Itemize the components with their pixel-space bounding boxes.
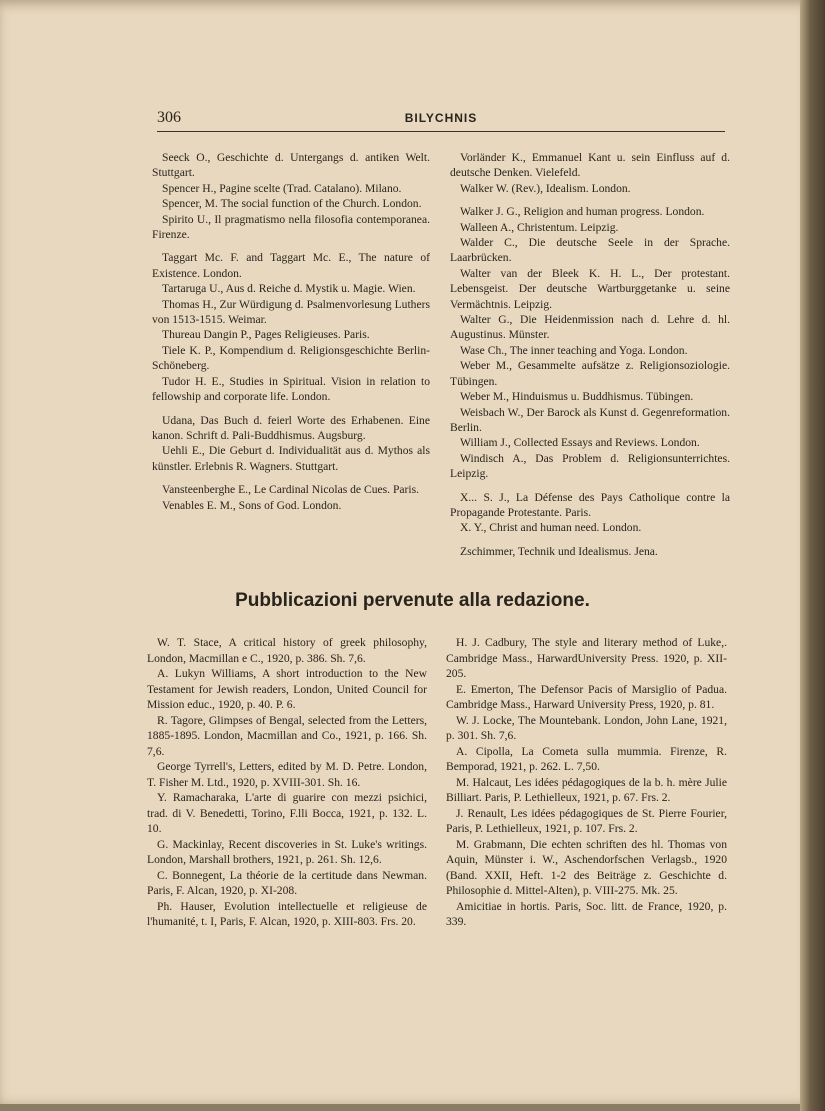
entry-gap [152, 405, 430, 413]
publication-entry: W. J. Locke, The Mountebank. London, John Lane, 1921, p. 301. Sh. 7,6. [446, 713, 727, 742]
entry-gap [152, 242, 430, 250]
page-header [157, 111, 725, 132]
bibliography-entry: Walker J. G., Religion and human progress. London. [460, 205, 705, 219]
bibliography-entry: Tudor H. E., Studies in Spiritual. Vision in relation to fellowship and corporate life. London. [152, 374, 430, 404]
running-head: BILYCHNIS [404, 111, 478, 125]
publication-entry: W. T. Stace, A critical history of greek philosophy, London, Macmillan e C., 1920, p. 386. Sh. 7,6. [147, 636, 427, 665]
bibliography-entry: Walter van der Bleek K. H. L., Der protestant. Lebensgeist. Der deutsche Wartburggetanke u. seine Vermächtnis. Leipzig. [450, 266, 730, 311]
bibliography-entry: Weber M., Hinduismus u. Buddhismus. Tübingen. [460, 390, 694, 404]
bibliography-entry: Udana, Das Buch d. feierl Worte des Erhabenen. Eine kanon. Schrift d. Pali-Buddhismus. Augsburg. [152, 413, 430, 442]
entry-gap [450, 196, 730, 204]
bibliography-entry: Zschimmer, Technik und Idealismus. Jena. [460, 544, 658, 558]
bibliography-entry: Thureau Dangin P., Pages Religieuses. Paris. [162, 328, 370, 342]
bibliography-entry: Spencer H., Pagine scelte (Trad. Catalano). Milano. [162, 181, 402, 195]
publication-entry: Ph. Hauser, Evolution intellectuelle et religieuse de l'humanité, t. I, Paris, F. Alcan, 1920, p. XIII-803. Frs. 20. [147, 899, 427, 928]
bibliography-entry: Vansteenberghe E., Le Cardinal Nicolas de Cues. Paris. [162, 483, 420, 497]
entry-gap [152, 474, 430, 482]
top-left-column [152, 150, 430, 513]
bibliography-entry: Windisch A., Das Problem d. Religionsunterrichtes. Leipzig. [450, 451, 730, 481]
bibliography-entry: Vorländer K., Emmanuel Kant u. sein Einfluss auf d. deutsche Denken. Vielefeld. [450, 151, 730, 180]
publication-entry: A. Lukyn Williams, A short introduction to the New Testament for Jewish readers, London, United Council for Mission educ., 1920, p. 40. P. 6. [147, 667, 427, 711]
publication-entry: H. J. Cadbury, The style and literary method of Luke,. Cambridge Mass., HarwardUniversity Press. 1920, p. XII-205. [446, 636, 727, 680]
bibliography-entry: Taggart Mc. F. and Taggart Mc. E., The nature of Existence. London. [152, 251, 430, 280]
bibliography-entry: Uehli E., Die Geburt d. Individualität aus d. Mythos als künstler. Erlebnis R. Wagners. Stuttgart. [152, 444, 430, 473]
bibliography-entry: Tartaruga U., Aus d. Reiche d. Mystik u. Magie. Wien. [162, 282, 416, 296]
bibliography-entry: Spirito U., Il pragmatismo nella filosofia contemporanea. Firenze. [152, 212, 430, 242]
publication-entry: M. Grabmann, Die echten schriften des hl. Thomas von Aquin, Münster i. W., Aschendorfschen Verlagsb., 1920 (Band. XXII, Heft. 1-2 des Beiträge z. Geschichte d. Philosophie d. Mittel-Alten), p. VIII-275. Mk. 25. [446, 837, 727, 897]
bibliography-entry: Weber M., Gesammelte aufsätze z. Religionsoziologie. Tübingen. [450, 359, 730, 388]
bibliography-entry: Seeck O., Geschichte d. Untergangs d. antiken Welt. Stuttgart. [152, 151, 430, 180]
bottom-left-column [147, 635, 427, 930]
page-number: 306 [157, 109, 181, 126]
bibliography-entry: Tiele K. P., Kompendium d. Religionsgeschichte Berlin-Schöneberg. [152, 343, 430, 373]
bibliography-entry: Walker W. (Rev.), Idealism. London. [460, 181, 631, 195]
bibliography-entry: Wase Ch., The inner teaching and Yoga. London. [460, 343, 688, 357]
section-title: Pubblicazioni pervenute alla redazione. [235, 590, 590, 611]
bibliography-entry: X... S. J., La Défense des Pays Catholique contre la Propagande Protestante. Paris. [450, 490, 730, 519]
publication-entry: M. Halcaut, Les idées pédagogiques de la b. h. mère Julie Billiart. Paris, P. Lethielleux, 1921, p. 67. Frs. 2. [446, 775, 727, 804]
publication-entry: George Tyrrell's, Letters, edited by M. D. Petre. London, T. Fisher M. Ltd., 1920, p. XVIII-301. Sh. 16. [147, 760, 427, 789]
bibliography-entry: Walder C., Die deutsche Seele in der Sprache. Laarbrücken. [450, 236, 730, 265]
bibliography-entry: William J., Collected Essays and Reviews. London. [460, 436, 700, 450]
publication-entry: A. Cipolla, La Cometa sulla mummia. Firenze, R. Bemporad, 1921, p. 262. L. 7,50. [446, 744, 727, 773]
publication-entry: Amicitiae in hortis. Paris, Soc. litt. de France, 1920, p. 339. [446, 899, 727, 928]
bibliography-entry: Venables E. M., Sons of God. London. [162, 498, 342, 512]
bibliography-entry: X. Y., Christ and human need. London. [460, 521, 642, 535]
bibliography-entry: Weisbach W., Der Barock als Kunst d. Gegenreformation. Berlin. [450, 405, 730, 434]
bibliography-entry: Walter G., Die Heidenmission nach d. Lehre d. hl. Augustinus. Münster. [450, 313, 730, 342]
top-right-column [450, 150, 730, 559]
publication-entry: G. Mackinlay, Recent discoveries in St. Luke's writings. London, Marshall brothers, 1921, p. 261. Sh. 12,6. [147, 837, 427, 866]
bibliography-entry: Thomas H., Zur Würdigung d. Psalmenvorlesung Luthers von 1513-1515. Weimar. [152, 297, 430, 327]
publication-entry: E. Emerton, The Defensor Pacis of Marsiglio of Padua. Cambridge Mass., Harward University Press, 1920, p. 81. [446, 682, 727, 711]
page-binding-edge [800, 0, 825, 1111]
publication-entry: C. Bonnegent, La théorie de la certitude dans Newman. Paris, F. Alcan, 1920, p. XI-208. [147, 868, 427, 897]
bibliography-entry: Walleen A., Christentum. Leipzig. [460, 220, 619, 234]
publication-entry: R. Tagore, Glimpses of Bengal, selected from the Letters, 1885-1895. London, Macmillan and Co., 1921, p. 166. Sh. 7,6. [147, 713, 427, 758]
bottom-right-column [446, 635, 727, 930]
publication-entry: Y. Ramacharaka, L'arte di guarire con mezzi psichici, trad. di V. Benedetti, Torino, F.lli Bocca, 1921, p. 132. L. 10. [147, 791, 427, 835]
entry-gap [450, 482, 730, 490]
publication-entry: J. Renault, Les idées pédagogiques de St. Pierre Fourier, Paris, P. Lethielleux, 1921, p. 107. Frs. 2. [446, 806, 727, 835]
bibliography-entry: Spencer, M. The social function of the Church. London. [162, 197, 422, 211]
entry-gap [450, 536, 730, 544]
